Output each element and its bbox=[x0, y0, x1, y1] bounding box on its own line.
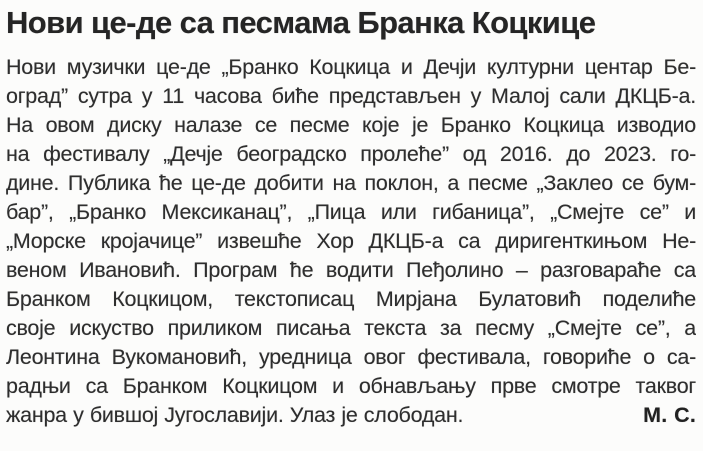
article-line: радњи са Бранком Коцкицом и обнављању прве смотре таквог bbox=[6, 374, 696, 398]
article-line: На овом диску налазе се песме које је Бранко Коцкица изводио bbox=[6, 113, 696, 137]
article-line: бар”, „Бранко Мексиканац”, „Пица или гибаница”, „Смејте се” и bbox=[6, 200, 696, 224]
byline: М. С. bbox=[643, 403, 696, 427]
article-line: Бранком Коцкицом, текстописац Мирјана Булатовић поделиће bbox=[6, 287, 696, 311]
article-line: Леонтина Вукомановић, уредница овог фестивала, говориће о са- bbox=[6, 345, 696, 369]
article-body bbox=[6, 53, 696, 430]
article-line: веном Ивановић. Програм ће водити Пеђолино – разговараће са bbox=[6, 258, 696, 282]
article-line: оград” сутра у 11 часова биће представљен у Малој сали ДКЦБ-а. bbox=[6, 84, 696, 108]
article-line: „Морске кројачице” извешће Хор ДКЦБ-а са диригенткињом Не- bbox=[6, 229, 696, 253]
article-line: дине. Публика ће це-де добити на поклон, а песме „Заклео се бум- bbox=[6, 171, 696, 195]
article-title: Нови це-де са песмама Бранка Коцкице bbox=[6, 5, 596, 40]
article-line: своје искуство приликом писања текста за песму „Смејте се”, а bbox=[6, 316, 696, 340]
article-line: Нови музички це-де „Бранко Коцкица и Дечји културни центар Бе- bbox=[6, 55, 696, 79]
article-closing-text: жанра у бившој Југославији. Улаз је слободан. bbox=[6, 403, 464, 427]
article-line: на фестивалу „Дечје београдско пролеће” од 2016. до 2023. го- bbox=[6, 142, 696, 166]
article-last-line bbox=[6, 401, 696, 430]
